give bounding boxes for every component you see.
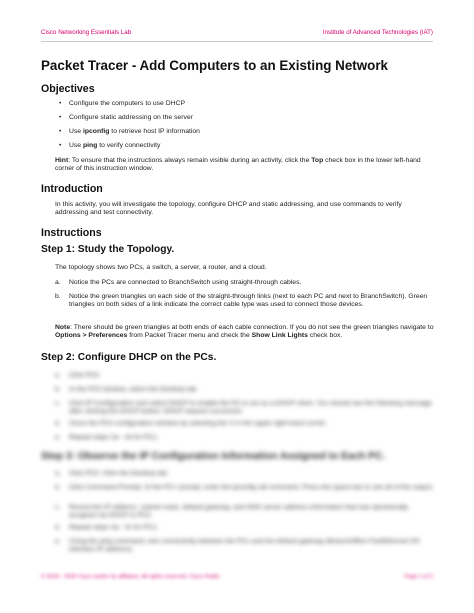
step3-heading: Step 3: Observe the IP Configuration Information Assigned to Each PC. [41,451,386,462]
ipconfig-keyword: ipconfig [82,128,110,135]
introduction-heading: Introduction [41,183,103,195]
document-page: Cisco Networking Essentials Lab Institute of Advanced Technologies (IAT) Packet Tracer - Add Computers to an Existing Network Objectives • Configure the computers to use DHCP • Configure static addressing on the server • Use ipconfig to retrieve host IP information • Use ping to verify connectivity Hint: To ensure that the instructions always remain visible during an activity, click the Top check box in the lower left-hand corner of this instruction window. Introduction In this activity, you will investigate the topology, configure DHCP and static addressing, and use commands to verify addressing and test connectivity. Instructions Step 1: Study the Topology. The topology shows two PCs, a switch, a server, a router, and a cloud. a. Notice the PCs are connected to BranchSwitch using straight-through cables. b. Notice the green triangles on each side of the straight-through links (next to each PC and next to BranchSwitch). Green triangles on both sides of a link indicate the correct cable type was used to connect those devices. Note: There should be green triangles at both ends of each cable connection. If you do not see the green triangles navigate to Options > Preferences from Packet Tracer menu and check the Show Link Lights check box. Step 2: Configure DHCP on the PCs. a. Click PC0. b. In the PC0 window, select the Desktop tab. c. Click IP Configuration and select DHCP to enable the PC to act as a DHCP client. You should see the following message after clicking the DHCP button: DHCP request successful. d. Close the PC0 configuration window by selecting the X in the upper right-hand corner. e. Repeat steps 2a - 2d for PC1. Step 3: Observe the IP Configuration Information Assigned to Each PC. a. Click PC0. Click the Desktop tab. b. Click Command Prompt. At the PC> prompt, enter the ipconfig /all command. Press the space bar to see all of the output. c. Record the IP address, subnet mask, default gateway, and DNS server address information that was dynamically assigned via DHCP to PC0. d. Repeat steps 3a - 3c for PC1. e. Using the ping command, test connectivity between the PCs and the default gateway (BranchOffice FastEthernet 0/0 interface IP address). © 2018 - 2020 Cisco and/or its affiliates. All rights reserved. Cisco Public Page 1 of 2 [41,29,434,580]
top-keyword: Top [311,157,324,164]
bullet-icon: • [59,100,62,107]
header-left-text: Cisco Networking Essentials Lab [41,29,132,36]
objectives-heading: Objectives [41,83,95,95]
footer-left-text: © 2018 - 2020 Cisco and/or its affiliates. All rights reserved. Cisco Public [41,574,221,580]
bullet-icon: • [59,128,62,135]
note-label: Note [55,324,71,331]
bullet-icon: • [59,114,62,121]
page-footer [41,574,433,582]
header-right-text: Institute of Advanced Technologies (IAT) [322,29,433,36]
step1-intro: The topology shows two PCs, a switch, a server, a router, and a cloud. [55,264,267,271]
ping-keyword: ping [82,142,98,149]
note-paragraph: Note: There should be green triangles at both ends of each cable connection. If you do not see the green triangles navigate to Options > Preferences from Packet Tracer menu and check the Show Link Lights check box. [55,324,434,340]
introduction-text: In this activity, you will investigate the topology, configure DHCP and static addressing, and use commands to verify addressing and test connectivity. [55,201,402,217]
instructions-heading: Instructions [41,227,102,239]
step1-heading: Step 1: Study the Topology. [41,244,175,255]
footer-page-number: Page 1 of 2 [404,574,433,580]
bullet-icon: • [59,142,62,149]
hint-paragraph: Hint: To ensure that the instructions always remain visible during an activity, click the Top check box in the lower left-hand corner of this instruction window. [55,157,421,173]
hint-label: Hint [55,157,69,164]
step2-heading: Step 2: Configure DHCP on the PCs. [41,352,217,363]
page-title: Packet Tracer - Add Computers to an Existing Network [41,58,388,73]
page-header [41,29,433,42]
